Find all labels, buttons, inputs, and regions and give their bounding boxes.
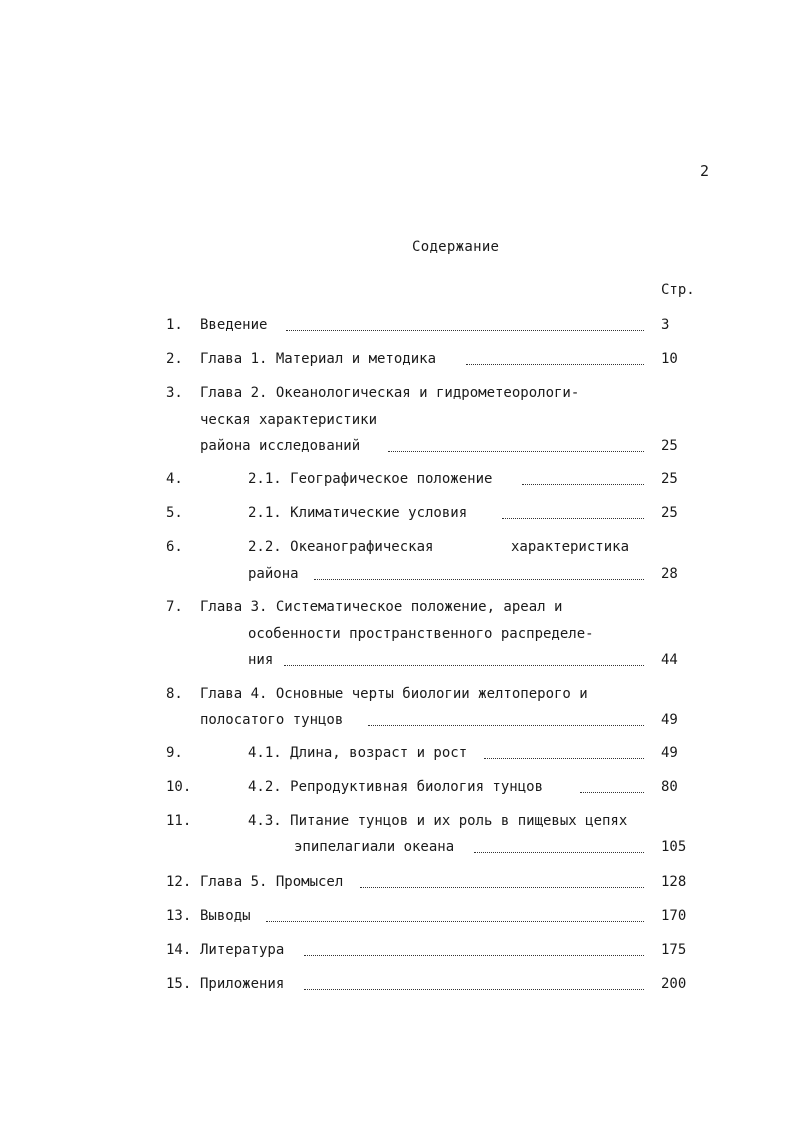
entry-title: 4.2. Репродуктивная биология тунцов [248, 779, 544, 795]
dot-leader [360, 886, 644, 888]
entry-page: 28 [661, 566, 678, 582]
entry-page: 200 [661, 976, 687, 992]
entry-page: 44 [661, 652, 678, 668]
entry-number: 8. [166, 686, 183, 702]
entry-page: 49 [661, 712, 678, 728]
entry-title: 4.1. Длина, возраст и рост [248, 745, 468, 761]
entry-title: Глава 5. Промысел [200, 874, 344, 890]
entry-title-line: Глава 2. Океанологическая и гидрометеорологи- [200, 385, 580, 401]
entry-page: 49 [661, 745, 678, 761]
dot-leader [314, 578, 644, 580]
dot-leader [368, 724, 644, 726]
dot-leader [304, 954, 644, 956]
entry-title-line: Глава 3. Систематическое положение, ареал и [200, 599, 563, 615]
entry-title-line: ческая характеристики [200, 412, 378, 428]
entry-number: 5. [166, 505, 183, 521]
entry-page: 25 [661, 438, 678, 454]
entry-number: 3. [166, 385, 183, 401]
entry-number: 9. [166, 745, 183, 761]
dot-leader [522, 483, 644, 485]
dot-leader [266, 920, 644, 922]
dot-leader [502, 517, 644, 519]
dot-leader [388, 450, 644, 452]
entry-title: 2.1. Географическое положение [248, 471, 493, 487]
dot-leader [484, 757, 644, 759]
entry-title-line: 4.3. Питание тунцов и их роль в пищевых цепях [248, 813, 628, 829]
entry-number: 6. [166, 539, 183, 555]
entry-title: Приложения [200, 976, 285, 992]
page-title: Содержание [412, 239, 500, 255]
dot-leader [474, 851, 644, 853]
dot-leader [304, 988, 644, 990]
entry-page: 25 [661, 505, 678, 521]
page-number: 2 [700, 162, 710, 180]
entry-title: 2.1. Климатические условия [248, 505, 468, 521]
entry-number: 15. [166, 976, 192, 992]
entry-number: 13. [166, 908, 192, 924]
entry-title: Глава 1. Материал и методика [200, 351, 437, 367]
entry-page: 3 [661, 317, 670, 333]
entry-number: 14. [166, 942, 192, 958]
entry-number: 7. [166, 599, 183, 615]
entry-number: 12. [166, 874, 192, 890]
entry-page: 128 [661, 874, 687, 890]
entry-title-line: ния [248, 652, 274, 668]
entry-title-line: эпипелагиали океана [294, 839, 455, 855]
entry-number: 2. [166, 351, 183, 367]
entry-title: Введение [200, 317, 268, 333]
entry-number: 1. [166, 317, 183, 333]
entry-title: Выводы [200, 908, 251, 924]
page-column-label: Стр. [661, 282, 695, 298]
entry-title: Литература [200, 942, 285, 958]
entry-page: 80 [661, 779, 678, 795]
entry-title-line: района исследований [200, 438, 361, 454]
entry-page: 170 [661, 908, 687, 924]
entry-number: 11. [166, 813, 192, 829]
entry-page: 105 [661, 839, 687, 855]
dot-leader [466, 363, 644, 365]
entry-title-line: характеристика [511, 539, 630, 555]
entry-title-line: полосатого тунцов [200, 712, 344, 728]
entry-page: 10 [661, 351, 678, 367]
entry-number: 10. [166, 779, 192, 795]
entry-title-line: Глава 4. Основные черты биологии желтоперого и [200, 686, 588, 702]
entry-page: 175 [661, 942, 687, 958]
entry-title-line: 2.2. Океанографическая [248, 539, 434, 555]
dot-leader [286, 329, 644, 331]
entry-number: 4. [166, 471, 183, 487]
dot-leader [284, 664, 644, 666]
entry-page: 25 [661, 471, 678, 487]
entry-title-line: района [248, 566, 299, 582]
dot-leader [580, 791, 644, 793]
entry-title-line: особенности пространственного распределе- [248, 626, 594, 642]
